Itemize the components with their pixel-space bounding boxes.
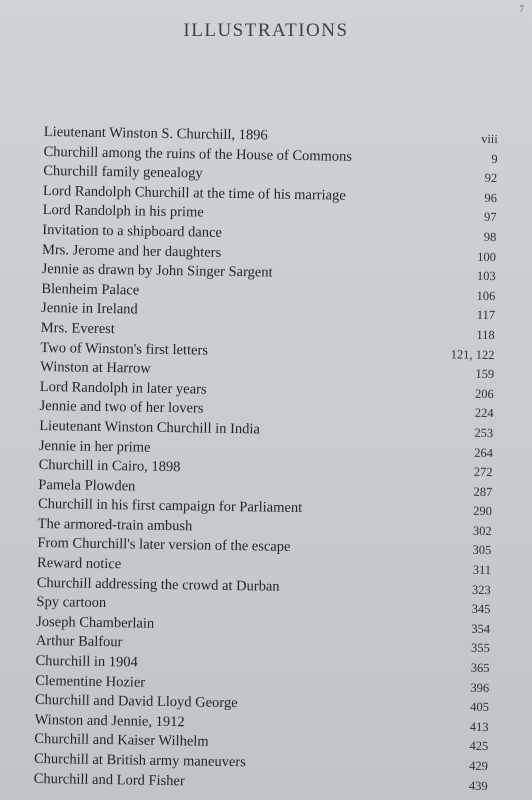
illustration-caption: Blenheim Palace — [41, 280, 140, 299]
illustration-caption: Pamela Plowden — [38, 476, 136, 495]
illustration-caption: Jennie and two of her lovers — [39, 398, 204, 417]
illustration-page-number: 224 — [474, 406, 494, 421]
illustration-caption: Churchill and Kaiser Wilhelm — [34, 731, 209, 751]
illustration-page-number: viii — [481, 131, 498, 147]
illustration-page-number: 345 — [471, 602, 491, 617]
illustration-page-number: 439 — [468, 778, 488, 793]
illustration-page-number: 302 — [472, 523, 492, 538]
illustration-page-number: 311 — [472, 562, 492, 578]
illustrations-list — [34, 124, 498, 797]
illustration-page-number: 98 — [483, 229, 497, 245]
illustration-page-number: 264 — [474, 445, 494, 460]
illustration-page-number: 405 — [470, 699, 490, 715]
illustration-page-number: 92 — [484, 171, 498, 186]
illustration-caption: Lieutenant Winston Churchill in India — [39, 417, 260, 438]
illustration-page-number: 96 — [484, 190, 498, 205]
page-number: 7 — [519, 4, 524, 14]
illustration-caption: Lord Randolph in his prime — [42, 202, 204, 221]
illustration-page-number: 305 — [472, 543, 492, 558]
illustration-caption: Mrs. Jerome and her daughters — [41, 241, 222, 261]
illustration-caption: Winston at Harrow — [40, 359, 151, 377]
illustration-caption: Churchill in Cairo, 1898 — [38, 457, 181, 476]
illustration-caption: Churchill and Lord Fisher — [33, 770, 185, 789]
illustration-page-number: 365 — [470, 660, 490, 676]
illustration-page-number: 396 — [470, 680, 490, 695]
illustration-page-number: 159 — [475, 366, 495, 382]
illustration-page-number: 103 — [476, 268, 496, 284]
illustration-caption: Lord Randolph Churchill at the time of his marriage — [42, 182, 346, 204]
illustration-caption: Churchill and David Lloyd George — [34, 692, 238, 712]
illustration-page-number: 272 — [473, 464, 493, 480]
illustration-caption: Two of Winston's first letters — [40, 339, 209, 359]
illustration-caption: Churchill among the ruins of the House of Commons — [43, 143, 353, 165]
illustration-caption: Clementine Hozier — [35, 672, 146, 691]
illustration-page-number: 323 — [471, 582, 491, 597]
illustration-caption: Invitation to a shipboard dance — [42, 221, 223, 241]
illustration-page-number: 106 — [476, 288, 496, 303]
illustration-page-number: 97 — [483, 210, 497, 225]
illustration-page-number: 253 — [474, 425, 494, 440]
illustration-caption: Lord Randolph in later years — [39, 378, 207, 398]
illustration-caption: Jennie in Ireland — [40, 300, 138, 318]
illustration-page-number: 121, 122 — [450, 346, 495, 362]
illustration-page-number: 118 — [476, 327, 495, 343]
illustration-caption: Winston and Jennie, 1912 — [34, 711, 185, 731]
illustration-page-number: 355 — [470, 641, 490, 656]
illustration-caption: Jennie as drawn by John Singer Sargent — [41, 261, 273, 281]
illustration-caption: Mrs. Everest — [40, 319, 116, 338]
illustration-caption: Jennie in her prime — [38, 437, 151, 456]
illustration-page-number: 9 — [491, 151, 498, 166]
illustration-caption: Reward notice — [36, 555, 122, 573]
illustration-caption: Spy cartoon — [36, 594, 107, 612]
illustration-caption: Churchill addressing the crowd at Durban — [36, 574, 280, 595]
illustration-caption: Churchill in his first campaign for Parliament — [37, 496, 303, 517]
illustration-page-number: 100 — [477, 249, 497, 264]
illustration-caption: Churchill at British army maneuvers — [33, 750, 246, 771]
illustration-page-number: 429 — [469, 758, 489, 774]
illustration-page-number: 206 — [474, 386, 494, 401]
illustration-page-number: 413 — [469, 719, 489, 734]
illustration-page-number: 287 — [473, 484, 493, 499]
illustration-page-number: 290 — [473, 504, 493, 519]
illustration-caption: Churchill in 1904 — [35, 652, 138, 671]
illustration-caption: Churchill family genealogy — [43, 163, 203, 182]
illustration-caption: Arthur Balfour — [35, 633, 123, 651]
page-title: ILLUSTRATIONS — [183, 20, 349, 41]
illustration-page-number: 117 — [476, 308, 496, 323]
illustration-caption: Joseph Chamberlain — [36, 613, 155, 632]
illustration-page-number: 425 — [469, 739, 489, 754]
illustration-page-number: 354 — [471, 621, 491, 636]
illustration-caption: From Churchill's later version of the escape — [37, 535, 291, 556]
illustration-caption: The armored-train ambush — [37, 515, 193, 535]
illustration-caption: Lieutenant Winston S. Churchill, 1896 — [43, 124, 268, 144]
